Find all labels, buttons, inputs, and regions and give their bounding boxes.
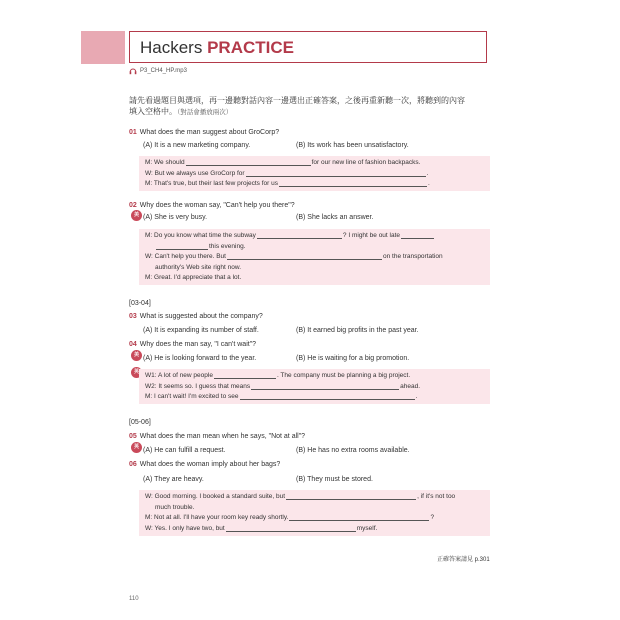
blank[interactable] (257, 231, 342, 239)
blank[interactable] (214, 371, 276, 379)
q04-option-b[interactable]: (B) He is waiting for a big promotion. (296, 355, 410, 362)
q05-option-a[interactable]: (A) He can fulfill a request. (143, 447, 226, 454)
question-02: 02 Why does the woman say, "Can't help you there"? (129, 202, 295, 209)
header-box (129, 31, 487, 63)
blank[interactable] (246, 169, 426, 177)
accent-badge: 美 (131, 210, 142, 221)
question-01: 01 What does the man suggest about GroCorp? (129, 129, 280, 136)
page-number: 110 (129, 596, 139, 602)
q02-dialogue: M: Do you know what time the subway ? I might be out late this evening. W: Can't help you there. But on the transportation authority's Web site right now. M: Great. I'd appreciate that a lot. (139, 229, 490, 285)
answer-reference: 正確答案請見 p.301 (437, 557, 490, 563)
audio-track[interactable] (129, 67, 187, 75)
q01-option-a[interactable]: (A) It is a new marketing company. (143, 142, 251, 149)
header-accent-block (81, 31, 125, 64)
blank[interactable] (401, 231, 434, 239)
blank[interactable] (279, 179, 427, 187)
q03-option-b[interactable]: (B) It earned big profits in the past year. (296, 327, 419, 334)
blank[interactable] (156, 242, 208, 250)
q02-option-b[interactable]: (B) She lacks an answer. (296, 214, 374, 221)
blank[interactable] (289, 513, 429, 521)
q05-option-b[interactable]: (B) He has no extra rooms available. (296, 447, 410, 454)
q04-option-a[interactable]: (A) He is looking forward to the year. (143, 355, 257, 362)
q03-option-a[interactable]: (A) It is expanding its number of staff. (143, 327, 259, 334)
blank[interactable] (227, 252, 382, 260)
audio-filename: P3_CH4_HP.mp3 (140, 68, 187, 74)
blank[interactable] (240, 392, 415, 400)
question-range-03-04: [03-04] (129, 300, 151, 307)
blank[interactable] (186, 158, 311, 166)
blank[interactable] (226, 524, 356, 532)
q04-dialogue: W1: A lot of new people . The company must be planning a big project. W2: It seems so. I guess that means ahead. M: I can't wait! I'm excited to see . (139, 369, 490, 404)
blank[interactable] (286, 492, 416, 500)
accent-badge: 英 (131, 367, 142, 378)
question-05: 05 What does the man mean when he says, "Not at all"? (129, 433, 306, 440)
accent-badge: 美 (131, 350, 142, 361)
question-06: 06 What does the woman imply about her bags? (129, 461, 281, 468)
q06-option-a[interactable]: (A) They are heavy. (143, 476, 204, 483)
accent-badge: 英 (131, 442, 142, 453)
q06-option-b[interactable]: (B) They must be stored. (296, 476, 373, 483)
blank[interactable] (251, 382, 399, 390)
question-04: 04 Why does the man say, "I can't wait"? (129, 341, 257, 348)
headphone-icon (129, 67, 137, 75)
q02-option-a[interactable]: (A) She is very busy. (143, 214, 208, 221)
q01-dialogue: M: We should for our new line of fashion backpacks. W: But we always use GroCorp for . M: That's true, but their last few projects for us . (139, 156, 490, 191)
q06-dialogue: W: Good morning. I booked a standard suite, but , if it's not too much trouble. M: Not at all. I'll have your room key ready shortly. ? W: Yes. I only have two, but myself. (139, 490, 490, 536)
page-title: Hackers PRACTICE (140, 38, 294, 57)
q01-option-b[interactable]: (B) Its work has been unsatisfactory. (296, 142, 409, 149)
question-range-05-06: [05-06] (129, 419, 151, 426)
question-03: 03 What is suggested about the company? (129, 313, 263, 320)
instructions: 請先看過題目與選項，再一邊聽對話內容一邊選出正確答案，之後再重新聽一次，將聽到的內容 填入空格中。（對話會播放兩次） (129, 96, 465, 116)
